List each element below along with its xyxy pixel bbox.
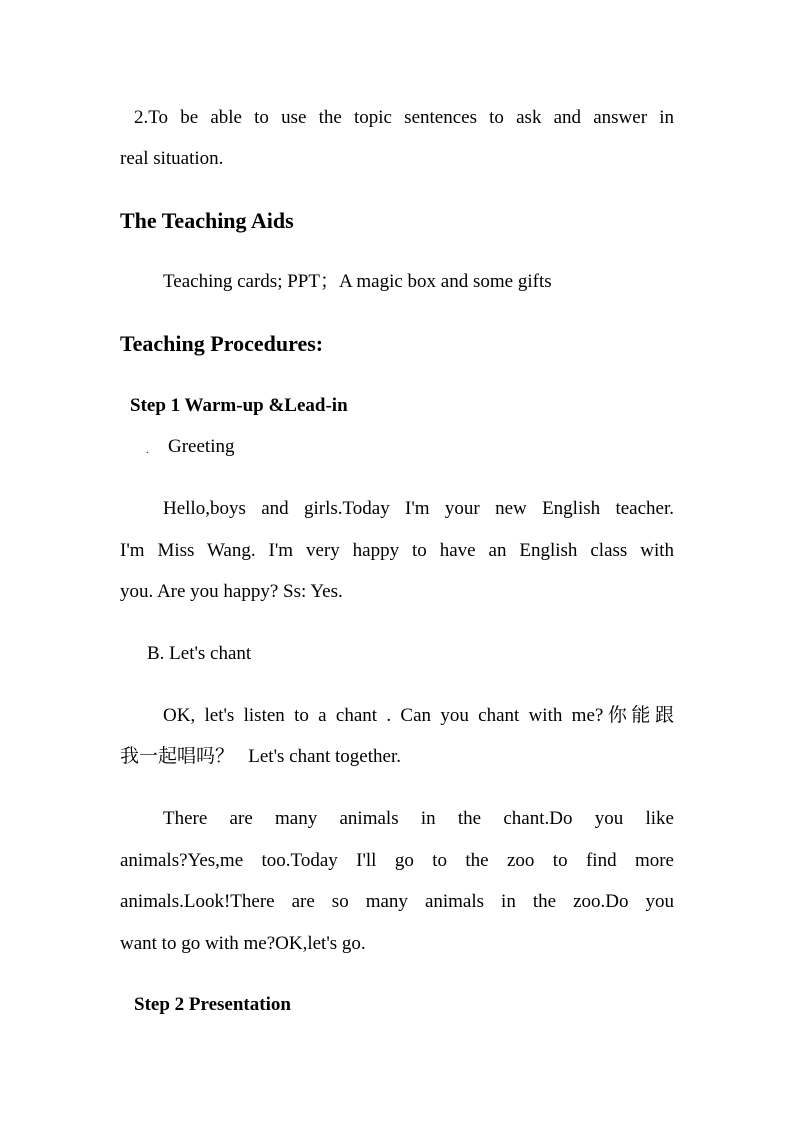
- teaching-aids-heading: The Teaching Aids: [120, 208, 294, 233]
- animals-para-line-1: There are many animals in the chant.Do you like: [163, 808, 674, 829]
- greeting-para-line-3: you. Are you happy? Ss: Yes.: [120, 581, 343, 602]
- animals-para-line-4: want to go with me?OK,let's go.: [120, 933, 366, 954]
- chant-para-line-1: OK, let's listen to a chant . Can you chant with me?你能跟: [163, 705, 674, 726]
- list-marker: .: [146, 445, 149, 456]
- step-2-heading: Step 2 Presentation: [134, 994, 291, 1015]
- greeting-label: Greeting: [168, 436, 235, 457]
- animals-para-line-3: animals.Look!There are so many animals in the zoo.Do you: [120, 891, 674, 912]
- animals-para-line-2: animals?Yes,me too.Today I'll go to the zoo to find more: [120, 850, 674, 871]
- objective-2-line-1: 2.To be able to use the topic sentences to ask and answer in: [134, 107, 674, 128]
- lets-chant-label: B. Let's chant: [147, 643, 252, 664]
- greeting-para-line-2: I'm Miss Wang. I'm very happy to have an English class with: [120, 540, 674, 561]
- objective-2-line-2: real situation.: [120, 148, 224, 169]
- teaching-aids-text: Teaching cards; PPT；A magic box and some gifts: [163, 271, 552, 292]
- greeting-para-line-1: Hello,boys and girls.Today I'm your new English teacher.: [163, 498, 674, 519]
- chant-para-line-2: 我一起唱吗？ Let's chant together.: [120, 746, 401, 767]
- teaching-procedures-heading: Teaching Procedures:: [120, 331, 324, 356]
- step-1-heading: Step 1 Warm-up &Lead-in: [130, 395, 348, 416]
